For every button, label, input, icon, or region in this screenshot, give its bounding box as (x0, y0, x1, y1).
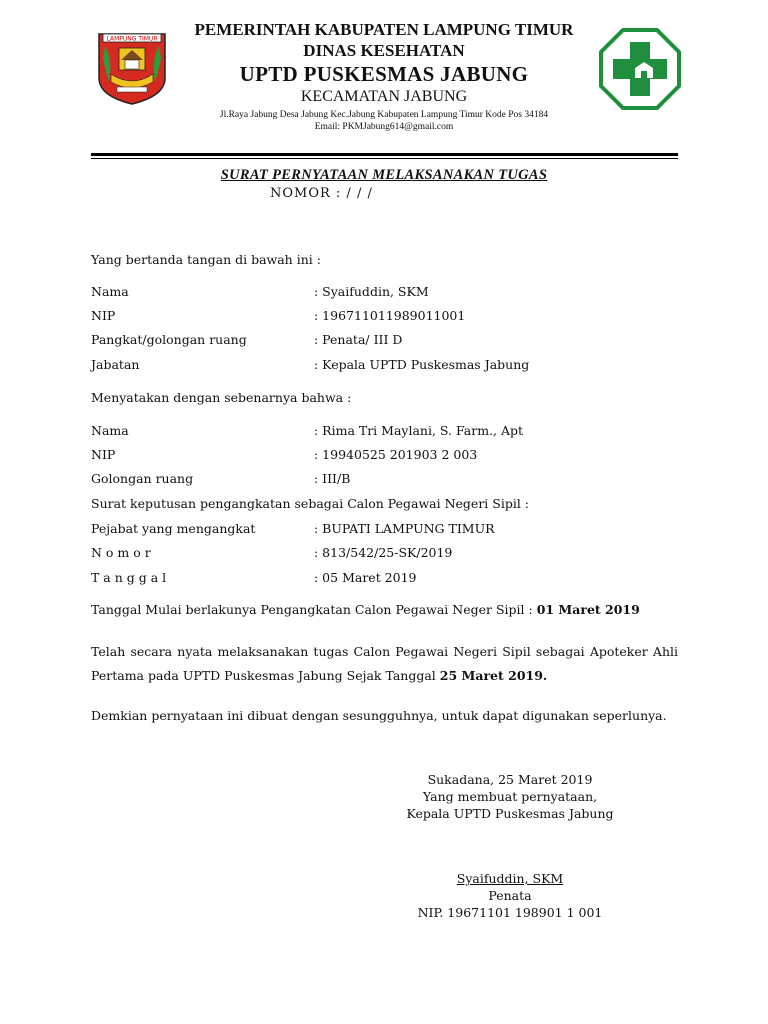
signature-rank: Penata (488, 888, 532, 903)
signature-nip: NIP. 19671101 198901 1 001 (417, 905, 603, 920)
header-email: Email: PKMJabung614@gmail.com (314, 122, 454, 132)
signer-value-position: : Kepala UPTD Puskesmas Jabung (314, 357, 530, 372)
start-date-paragraph (91, 598, 678, 622)
header-department: DINAS KESEHATAN (303, 41, 465, 60)
duty-text: Telah secara nyata melaksanakan tugas Calon Pegawai Negeri Sipil sebagai Apoteker Ahli Pertama pada UPTD Puskesmas Jabung Sejak Tanggal (91, 644, 678, 683)
signature-maker: Yang membuat pernyataan, (422, 789, 598, 804)
intro-text: Yang bertanda tangan di bawah ini : (91, 252, 321, 267)
sk-value-date: : 05 Maret 2019 (314, 570, 417, 585)
signer-value-rank: : Penata/ III D (314, 332, 403, 347)
sk-label-official: Pejabat yang mengangkat (91, 521, 256, 536)
duty-paragraph (91, 640, 678, 688)
sk-heading: Surat keputusan pengangkatan sebagai Calon Pegawai Negeri Sipil : (91, 496, 530, 511)
signature-name: Syaifuddin, SKM (456, 871, 564, 886)
sk-value-number: : 813/542/25-SK/2019 (314, 545, 453, 560)
sk-label-number: N o m o r (91, 545, 151, 560)
signer-value-name: : Syaifuddin, SKM (314, 284, 429, 299)
duty-date-value: 25 Maret 2019. (439, 668, 548, 683)
signature-place-date: Sukadana, 25 Maret 2019 (427, 772, 593, 787)
start-date-value: 01 Maret 2019 (536, 602, 640, 617)
document-title: SURAT PERNYATAAN MELAKSANAKAN TUGAS (220, 167, 548, 183)
letterhead-rule-thick (91, 153, 678, 156)
signer-label-rank: Pangkat/golongan ruang (91, 332, 247, 347)
subject-label-nip: NIP (91, 447, 116, 462)
document-number: NOMOR : / / / (270, 186, 373, 201)
header-address: Jl.Raya Jabung Desa Jabung Kec.Jabung Kabupaten Lampung Timur Kode Pos 34184 (219, 110, 549, 120)
header-district: KECAMATAN JABUNG (300, 88, 468, 105)
sk-label-date: T a n g g a l (91, 570, 167, 585)
declaration-text: Menyatakan dengan sebenarnya bahwa : (91, 390, 352, 405)
signer-label-name: Nama (91, 284, 129, 299)
subject-label-name: Nama (91, 423, 129, 438)
subject-value-name: : Rima Tri Maylani, S. Farm., Apt (314, 423, 524, 438)
subject-value-nip: : 19940525 201903 2 003 (314, 447, 478, 462)
signer-label-position: Jabatan (91, 357, 140, 372)
subject-label-grade: Golongan ruang (91, 471, 194, 486)
closing-paragraph: Demkian pernyataan ini dibuat dengan sesungguhnya, untuk dapat digunakan seperlunya. (91, 708, 667, 723)
svg-text:LAMPUNG TIMUR: LAMPUNG TIMUR (106, 35, 158, 43)
sk-value-official: : BUPATI LAMPUNG TIMUR (314, 521, 495, 536)
signer-label-nip: NIP (91, 308, 116, 323)
letterhead-rule-thin (91, 158, 678, 159)
signer-value-nip: : 196711011989011001 (314, 308, 466, 323)
start-date-text: Tanggal Mulai berlakunya Pengangkatan Calon Pegawai Neger Sipil : (91, 602, 537, 617)
header-government: PEMERINTAH KABUPATEN LAMPUNG TIMUR (194, 20, 574, 39)
header-institution: UPTD PUSKESMAS JABUNG (239, 62, 529, 86)
signature-position: Kepala UPTD Puskesmas Jabung (406, 806, 614, 821)
subject-value-grade: : III/B (314, 471, 351, 486)
